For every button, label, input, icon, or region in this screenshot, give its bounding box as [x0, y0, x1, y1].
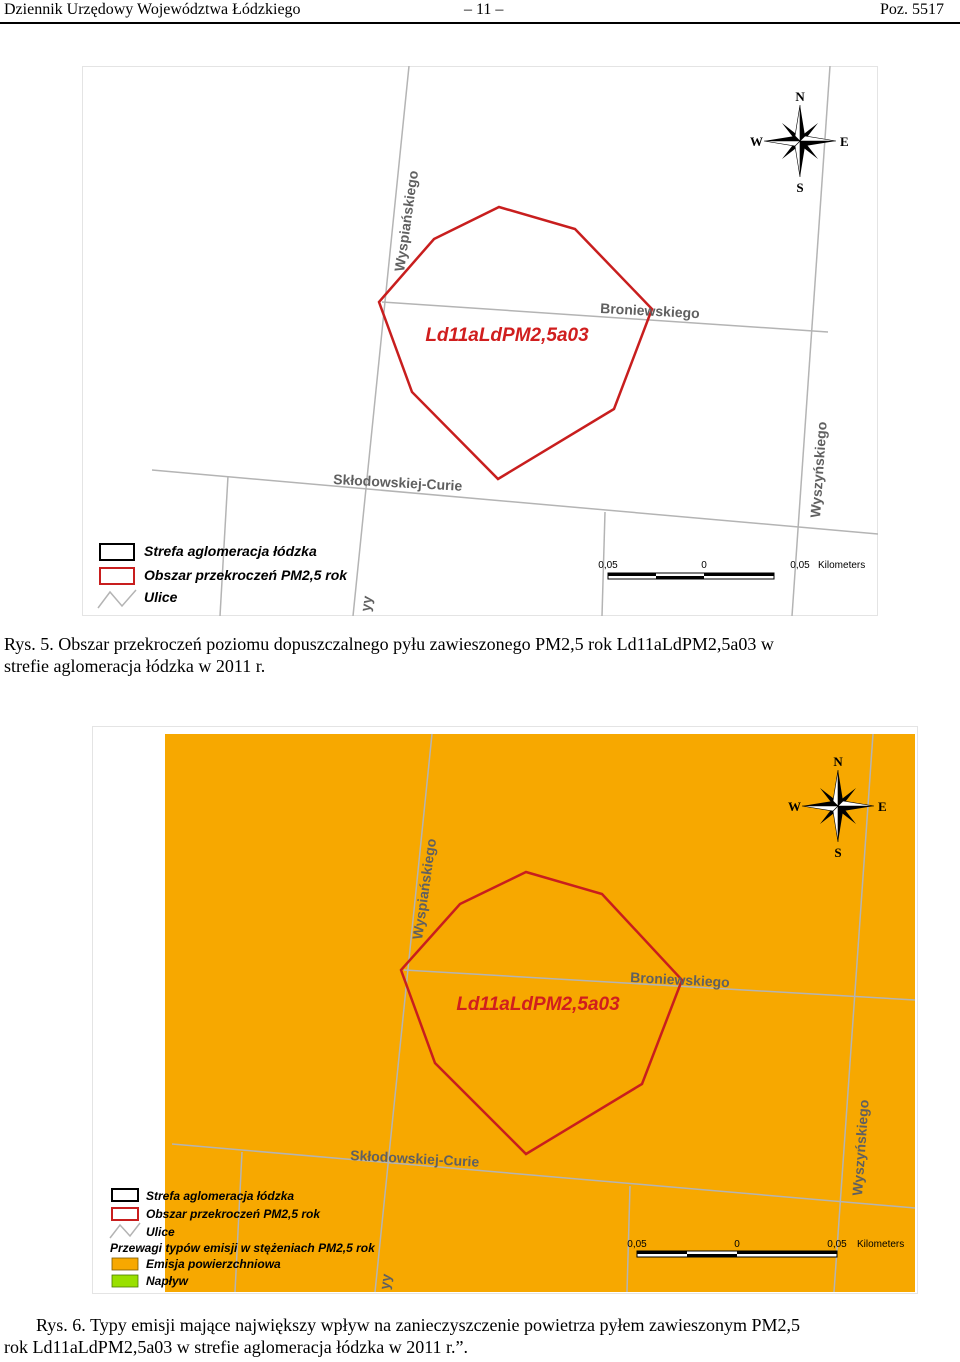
- compass-e: E: [840, 134, 849, 149]
- legend-inflow-label: Napływ: [146, 1274, 189, 1288]
- legend-exceedance-label: Obszar przekroczeń PM2,5 rok: [144, 567, 348, 583]
- figure-caption-5: [4, 633, 958, 677]
- legend-zone-swatch: [100, 544, 134, 560]
- map-exceedance-area: [82, 66, 878, 616]
- legend-zone-label: Strefa aglomeracja łódzka: [146, 1189, 295, 1203]
- caption-line: strefie aglomeracja łódzka w 2011 r.: [4, 656, 266, 676]
- caption-line: Rys. 5. Obszar przekroczeń poziomu dopuszczalnego pyłu zawieszonego PM2,5 rok Ld11aLdPM2,5a03 w: [4, 634, 774, 654]
- street-label-wyspianskiego: Wyspiańskiego: [409, 837, 440, 941]
- legend-surface-label: Emisja powierzchniowa: [146, 1257, 281, 1271]
- scale-unit: Kilometers: [857, 1239, 905, 1250]
- legend-surface-swatch: [112, 1258, 138, 1270]
- header-rule: [0, 22, 960, 24]
- area-label: Ld11aLdPM2,5a03: [456, 994, 620, 1015]
- legend-exceedance-label: Obszar przekroczeń PM2,5 rok: [146, 1207, 321, 1221]
- legend-exceedance-swatch: [100, 568, 134, 584]
- legend-streets-label: Ulice: [146, 1225, 175, 1239]
- scale-unit: Kilometers: [818, 560, 866, 571]
- legend-inflow-swatch: [112, 1275, 138, 1287]
- legend-exceedance-swatch: [112, 1208, 138, 1220]
- scale-mid: 0: [734, 1239, 740, 1250]
- compass-s: S: [834, 845, 842, 860]
- scale-mid: 0: [701, 560, 707, 571]
- compass-w: W: [788, 799, 801, 814]
- street-label-sklodowskiej: Skłodowskiej-Curie: [332, 471, 463, 494]
- compass-s: S: [796, 180, 804, 195]
- street-label-broniewskiego: Broniewskiego: [629, 969, 731, 991]
- street-label-partial: yy: [376, 1272, 395, 1291]
- scale-right: 0,05: [790, 560, 810, 571]
- street-label-wyspianskiego: Wyspiańskiego: [391, 169, 422, 273]
- map-emission-types: [92, 726, 918, 1294]
- compass-w: W: [750, 134, 763, 149]
- legend-zone-swatch: [112, 1189, 138, 1201]
- page-number: – 11 –: [464, 1, 504, 18]
- legend-zone-label: Strefa aglomeracja łódzka: [144, 543, 317, 559]
- journal-title: Dziennik Urzędowy Województwa Łódzkiego: [4, 1, 301, 18]
- position-number: Poz. 5517: [880, 1, 944, 18]
- compass-n: N: [833, 754, 843, 769]
- compass-e: E: [878, 799, 887, 814]
- street-label-wyszynskiego: Wyszyńskiego: [807, 421, 830, 519]
- street-label-partial: yy: [357, 594, 376, 613]
- street-label-broniewskiego: Broniewskiego: [599, 300, 701, 322]
- legend-streets-label: Ulice: [144, 589, 178, 605]
- page-header: [0, 0, 960, 26]
- street-label-sklodowskiej: Skłodowskiej-Curie: [349, 1147, 480, 1170]
- area-label: Ld11aLdPM2,5a03: [425, 325, 589, 346]
- legend-weights-title: Przewagi typów emisji w stężeniach PM2,5 rok: [110, 1241, 375, 1255]
- street-label-wyszynskiego: Wyszyńskiego: [849, 1099, 872, 1197]
- scale-right: 0,05: [827, 1239, 847, 1250]
- scale-left: 0,05: [598, 560, 618, 571]
- caption-line: rok Ld11aLdPM2,5a03 w strefie aglomeracja łódzka w 2011 r.”.: [4, 1337, 469, 1357]
- scale-left: 0,05: [627, 1239, 647, 1250]
- caption-line: Rys. 6. Typy emisji mające największy wpływ na zanieczyszczenie powietrza pyłem zawieszonym PM2,5: [36, 1315, 800, 1335]
- compass-n: N: [795, 89, 805, 104]
- figure-caption-6: [4, 1314, 958, 1358]
